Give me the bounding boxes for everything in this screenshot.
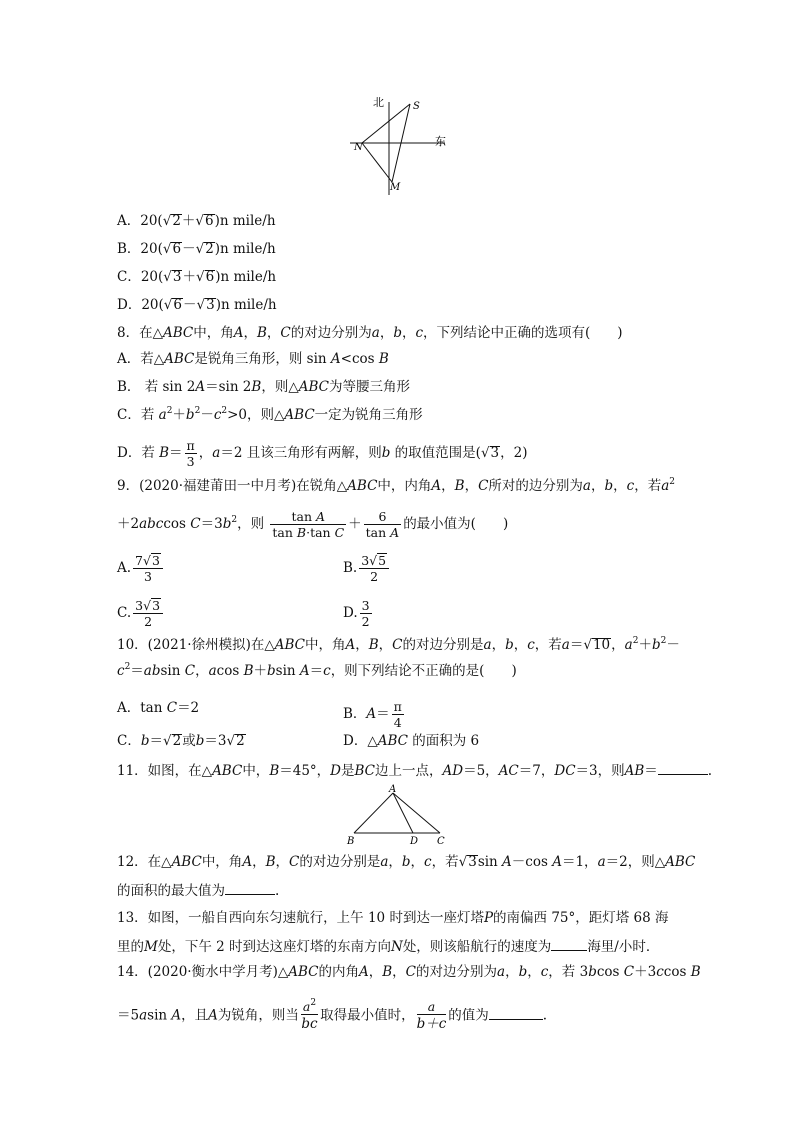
compass-diagram	[340, 92, 460, 202]
q13-stem-line2: 里的M处，下午 2 时到达这座灯塔的东南方向N处，则该船航行的速度为 海里/小时．	[117, 936, 659, 956]
q9-stem-line2: ＋2abccos $C=3b^2$，则 $\frac{\text{tan A}}{\text{tan B·tan C}}$ ＋ $\frac{6}{\text{tan A}}$ 的最小值为( )	[117, 509, 509, 540]
q7-option-d: D．20(√6－√3)n mile/h	[117, 297, 277, 313]
q8-option-b: B． 若 sin 2A＝sin 2B，则△ABC为等腰三角形	[117, 379, 410, 395]
q7-option-c: C．20(√3＋√6)n mile/h	[117, 269, 277, 285]
point-m-label: M	[390, 182, 401, 193]
q10-stem-line1: 10．(2021·徐州模拟)在△ABC中，角A，B，C的对边分别是a，b，c，若a＝√10，$a^2+b^2-$	[117, 636, 680, 653]
q14-stem-line2: ＝5asin A，且A为锐角，则当 $\frac{a^2}{bc}$ 取得最小值时， $\frac{a}{b+c}$ 的值为 .	[117, 998, 548, 1032]
vertex-b-label: B	[347, 836, 355, 846]
vertex-c-label: C	[437, 836, 445, 846]
q9-option-a: A. $\frac{7√3}{3}$	[117, 553, 165, 584]
q8-option-d: D．若 B＝ $\frac{\pi}{3}$ ，a＝2 且该三角形有两解，则b 的取值范围是(√3，2)	[117, 438, 528, 469]
q8-option-c: C．若 $a^2+b^2-c^2>0$，则△ABC一定为锐角三角形	[117, 406, 423, 423]
q14-stem-line1: 14．(2020·衡水中学月考)△ABC的内角A，B，C的对边分别为a，b，c，若 3bcos C＋3ccos B	[117, 964, 701, 980]
q10-option-a: A．tan C＝2	[117, 700, 200, 716]
vertex-a-label: A	[389, 784, 397, 795]
q9-option-c: C. $\frac{3√3}{2}$	[117, 598, 165, 629]
q7-option-a: A．20(√2＋√6)n mile/h	[117, 213, 276, 229]
q12-answer-blank[interactable]	[225, 880, 275, 895]
triangle-diagram	[340, 784, 455, 846]
q9-option-b: B. $\frac{3√5}{2}$	[343, 553, 391, 584]
q14-answer-blank[interactable]	[489, 1005, 543, 1020]
q9-option-d: D. $\frac{3}{2}$	[343, 598, 370, 629]
q10-stem-line2: $c^2=absin$ C，acos B＋bsin A＝c，则下列结论不正确的是( )	[117, 662, 517, 679]
q11-stem: 11．如图，在△ABC中，B＝45°，D是BC边上一点，AD＝5，AC＝7，DC＝3，则AB＝ .	[117, 760, 712, 780]
north-label: 北	[373, 96, 384, 109]
point-s-label: S	[413, 101, 420, 112]
east-label: 东	[435, 135, 446, 148]
q7-option-b: B．20(√6－√2)n mile/h	[117, 241, 276, 257]
q10-option-d: D．△ABC 的面积为 6	[343, 733, 480, 749]
q10-option-c: C．b＝√2或b＝3√2	[117, 733, 245, 749]
q9-stem-line1: 9．(2020·福建莆田一中月考)在锐角△ABC中，内角A，B，C所对的边分别为a，b，c，若$a^2$	[117, 477, 675, 494]
point-n-label: N	[354, 142, 363, 153]
q10-option-b: B．A＝ $\frac{\pi}{4}$	[343, 699, 402, 730]
q8-option-a: A．若△ABC是锐角三角形，则 sin A<cos B	[117, 351, 389, 367]
vertex-d-label: D	[410, 836, 419, 846]
q13-stem-line1: 13．如图，一船自西向东匀速航行，上午 10 时到达一座灯塔P的南偏西 75°，距灯塔 68 海	[117, 910, 669, 926]
q12-stem-line2: 的面积的最大值为 .	[117, 880, 279, 900]
q12-stem-line1: 12．在△ABC中，角A，B，C的对边分别是a，b，c，若√3sin A－cos A＝1，a＝2，则△ABC	[117, 854, 696, 870]
q11-answer-blank[interactable]	[658, 760, 708, 775]
q13-answer-blank[interactable]	[551, 936, 587, 951]
q8-stem: 8．在△ABC中，角A，B，C的对边分别为a，b，c，下列结论中正确的选项有( )	[117, 325, 623, 341]
